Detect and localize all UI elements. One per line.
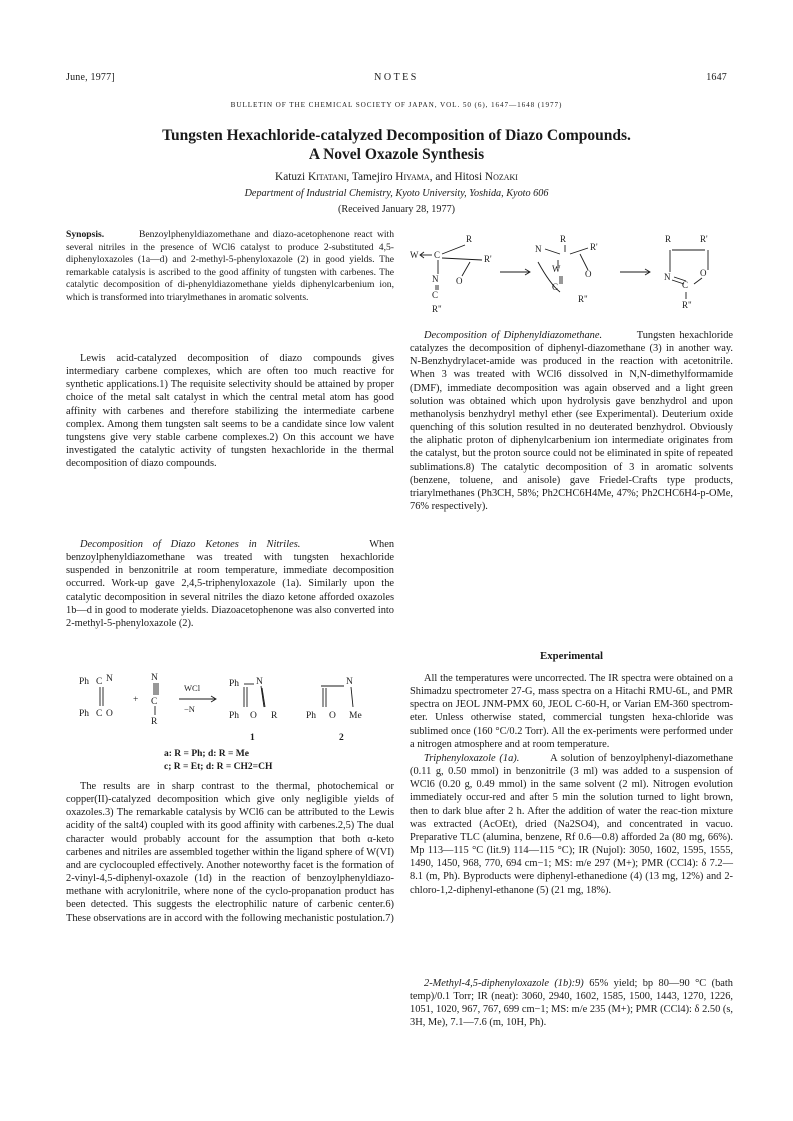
section-diphenyldiazomethane-head: Decomposition of Diphenyldiazomethane. — [424, 330, 603, 341]
scheme1-nitrile-r: R — [151, 717, 158, 727]
scheme1-prod1-n: N — [256, 677, 263, 687]
right-paragraph-3 — [410, 752, 733, 897]
section-diphenyldiazomethane-text: Tungsten hexachloride catalyzes the decomposition of diphenyl-diazomethane (3) in another way. N-Benzhydrylacet-amide was produced in the reaction with acetonitrile. When 3 was treated with WCl6 dissolved in N,N-dimethylformamide (DMF), immediate decomposition was again observed and a light green solution was obtained which upon hydrolysis gave benzhydrol and upon methanolysis benzhydryl methyl ether (see Experimental). Deuterium oxide quenching of this solution resulted in no deuterated benzhydrol. Obviously the aliphatic proton of diphenylcarbenium ion intermediate originates from the catalyst, but the proton source could not be eliminated in spite of repeated sublimations.8) The catalytic decomposition of 3 in aromatic solvents (benzene, toluene, and anisole) gave Friedel-Crafts type products, triarylmethanes (Ph3CH, 58%; Ph2CHC6H4Me, 47%; Ph2CHC6H4-p-OMe, 76% respectively). — [410, 330, 734, 513]
scheme2-rdprime-3: R" — [682, 300, 692, 310]
experimental-heading: Experimental — [540, 650, 603, 662]
scheme1-c-top: C — [96, 677, 103, 687]
section-diazo-ketones-text: When benzoylphenyldiazomethane was treated with tungsten hexachloride suspended in benzonitrile at room temperature, immediate decomposition occurred. Work-up gave 2,4,5-triphenyloxazole (1a). Similarly upon the catalytic decomposition in several nitriles the diazo ketone afforded oxazoles 1b—d in good to moderate yields. Diazoacetophenone was also converted into 2-methyl-5-phenyloxazole (2). — [66, 539, 395, 629]
scheme1-prod1-r: R — [271, 711, 278, 721]
scheme1-n2: N — [106, 674, 113, 684]
author-2-family: Hiyama — [395, 171, 430, 183]
scheme1-c-bottom: C — [96, 709, 103, 719]
author-3-family: Nozaki — [484, 171, 518, 183]
affiliation: Department of Industrial Chemistry, Kyoto University, Yoshida, Kyoto 606 — [244, 188, 549, 199]
scheme2-c-2: C — [432, 290, 439, 300]
synopsis — [66, 229, 394, 304]
scheme1-prod1-ph-top: Ph — [229, 679, 240, 689]
scheme2-c-4: C — [682, 280, 689, 290]
received-date: (Received January 28, 1977) — [337, 204, 456, 215]
author-list — [0, 171, 793, 183]
scheme2-rprime-1: R' — [484, 254, 492, 264]
right-paragraph-4 — [410, 977, 733, 1030]
scheme1-plus: + — [133, 695, 139, 705]
scheme2-rprime-3: R' — [700, 234, 708, 244]
scheme1-ph-bottom: Ph — [79, 709, 90, 719]
left-paragraph-2 — [66, 538, 394, 630]
scheme2-o-1: O — [456, 276, 463, 286]
scheme1-prod2-n: N — [346, 677, 353, 687]
scheme2-o-2: O — [585, 269, 592, 279]
scheme2-o-3: O — [700, 268, 707, 278]
triphenyloxazole-head: Triphenyloxazole (1a). — [424, 753, 520, 764]
scheme2-n-1: N — [432, 274, 439, 284]
scheme1-legend-1: a: R = Ph; d: R = Me — [164, 749, 249, 759]
scheme1-wcl: WCl — [184, 683, 201, 693]
left-paragraph-1 — [66, 352, 394, 470]
scheme2-n-3: N — [664, 272, 671, 282]
triphenyloxazole-text: A solution of benzoylphenyl-diazomethane (0.11 g, 0.50 mmol) in benzonitrile (3 ml) was added to a suspension of WCl6 (0.20 g, 0.49 mmol) in the same solvent (2 ml). Nitrogen evolution immediately occur-red and after 5 min the solution turned to light brown, then to dark blue after 2 h. After the addition of water the reac-tion mixture was extracted (AcOEt), dried (Na2SO4), and concentrated in vacuo. Preparative TLC (alumina, benzene, Rf 0.6—0.8) afforded 2a (80 mg, 66%). Mp 113—115 °C (lit.9) 114—115 °C); IR (Nujol): 3050, 1602, 1595, 1555, 1490, 1450, 968, 770, 694 cm−1; MS: m/e 297 (M+); PMR (CCl4): δ 7.2—8.1 (m, Ph). Byproducts were diphenyl-ethanedione (4) (13 mg, 12%) and 2-chloro-1,2-diphenyl-ethanone (5) (21 mg, 18%). — [410, 753, 733, 896]
scheme2-c-1: C — [434, 250, 441, 260]
author-2-given: , Tamejiro — [346, 171, 396, 183]
scheme1-prod1-o: O — [250, 711, 257, 721]
scheme1-label-1: 1 — [250, 733, 255, 743]
intro-paragraph: Lewis acid-catalyzed decomposition of diazo compounds gives intermediary carbene complexes, which are often too much reactive for synthetic applications.1) The requisite selectivity should be attained by proper choice of the metal salt catalyst in which the central metal atom has good affinity with carbenes and therefore stabilizing the intermediate carbene complex. Among them tungsten salt seems to be a candidate since low valent tungstens give very stable carbene complexes.2) On this account we have investigated the catalytic activity of tungsten hexachloride in the thermal decomposition of diazo compounds. — [66, 353, 394, 470]
running-head-date: June, 1977] — [66, 72, 115, 83]
scheme2-rdprime-1: R" — [432, 304, 442, 314]
scheme2-r-3: R — [665, 234, 672, 244]
author-1-family: Kitatani — [307, 171, 347, 183]
scheme1-prod2-ph: Ph — [306, 711, 317, 721]
scheme2-rdprime-2: R" — [578, 294, 588, 304]
scheme1-prod1-ph-bottom: Ph — [229, 711, 240, 721]
scheme1-o: O — [106, 709, 113, 719]
author-1-given: Katuzi — [275, 171, 308, 183]
running-head-page: 1647 — [706, 72, 727, 83]
scheme-1-drawing — [66, 672, 394, 772]
methyl-diphenyloxazole-text: 65% yield; bp 80—90 °C (bath temp)/0.1 Torr; IR (neat): 3060, 2940, 1602, 1585, 1500, 1443, 1270, 1226, 1051, 1020, 967, 767, 699 cm−1; MS: m/e 235 (M+); PMR (CCl4): δ 2.50 (s, 3H, Me), 7.1—7.6 (m, 10H, Ph). — [410, 978, 733, 1029]
scheme1-ph-top: Ph — [79, 677, 90, 687]
scheme2-rprime-2: R' — [590, 242, 598, 252]
experimental-general: All the temperatures were uncorrected. The IR spectra were obtained on a Shimadzu spectrometer 27-G, mass spectra on a Hitachi RMU-6L, and PMR spectra on JEOL JNM-PMX 60, JEOL C-60-H, or Varian EM-360 spectrom-eter. Unless otherwise stated, commercial tungsten hexa-chloride was sublimed once (160 °C/0.2 Torr). All the ex-periments were performed under a nitrogen atmosphere and at room temperature. — [410, 673, 733, 750]
synopsis-text: Benzoylphenyldiazomethane and diazo-acetophenone react with several nitriles in the presence of WCl6 catalyst to produce 2-substituted 4,5-diphenyloxazoles (1a—d) and 2-methyl-5-phenyloxazole (2) in good yields. The remarkable catalysis is ascribed to the good affinity of tungsten with carbenes. The catalytic decomposition of di-phenyldiazomethane yields diphenylcarbenium ion, which is transformed into triarylmethanes in aromatic solvents. — [66, 229, 395, 303]
running-head-section: NOTES — [374, 72, 419, 83]
scheme2-r-1: R — [466, 234, 473, 244]
right-paragraph-2 — [410, 672, 733, 751]
scheme1-nitrile-c: C — [151, 697, 158, 707]
scheme1-minus-n: −N — [184, 704, 195, 714]
scheme2-c-3: C — [552, 282, 559, 292]
results-paragraph: The results are in sharp contrast to the thermal, photochemical or copper(II)-catalyzed decomposition which give only negligible yields of oxazoles.3) The remarkable catalysis by WCl6 can be attributed to the Lewis acidity of the salt4) coupled with its good affinity with carbenes.2,5) The dual character would probably account for the assumption that both α-keto carbenes and nitriles are assembled together within the ligand sphere of W(VI) and are cyclocoupled effectively. Another noteworthy facet is the formation of 2-vinyl-4,5-diphenyl-oxazole (1d) in the reaction of benzoylphenyldiazo-methane with acrylonitrile, where none of the cyclo-propanation product has been detected. This suggests the electrophilic nature of carbenic center.6) These observations are in accord with the following mechanistic postulation.7) — [66, 781, 394, 924]
scheme1-nitrile-n: N — [151, 673, 158, 683]
bulletin-citation: BULLETIN OF THE CHEMICAL SOCIETY OF JAPAN, VOL. 50 (6), 1647—1648 (1977) — [230, 101, 563, 109]
scheme1-label-2: 2 — [339, 733, 344, 743]
scheme1-legend-2: c; R = Et; d: R = CH2=CH — [164, 762, 273, 772]
article-title-line2: A Novel Oxazole Synthesis — [308, 146, 485, 163]
reaction-scheme-2 — [410, 232, 733, 314]
synopsis-label: Synopsis. — [66, 229, 105, 240]
scheme1-prod2-o: O — [329, 711, 336, 721]
scheme2-n-2: N — [535, 244, 542, 254]
article-title-line1: Tungsten Hexachloride-catalyzed Decomposition of Diazo Compounds. — [162, 127, 631, 144]
scheme1-prod2-me: Me — [349, 711, 362, 721]
author-3-given: , and Hitosi — [429, 171, 485, 183]
scheme-2-drawing — [410, 232, 733, 314]
reaction-scheme-1 — [66, 672, 394, 772]
scheme2-w-1: W — [410, 250, 419, 260]
left-paragraph-3 — [66, 780, 394, 925]
methyl-diphenyloxazole-head: 2-Methyl-4,5-diphenyloxazole (1b):9) — [424, 978, 584, 989]
scheme2-r-2: R — [560, 234, 567, 244]
right-paragraph-1 — [410, 329, 733, 513]
section-diazo-ketones-head: Decomposition of Diazo Ketones in Nitriles. — [80, 539, 301, 550]
scheme2-w-2: W — [552, 264, 561, 274]
